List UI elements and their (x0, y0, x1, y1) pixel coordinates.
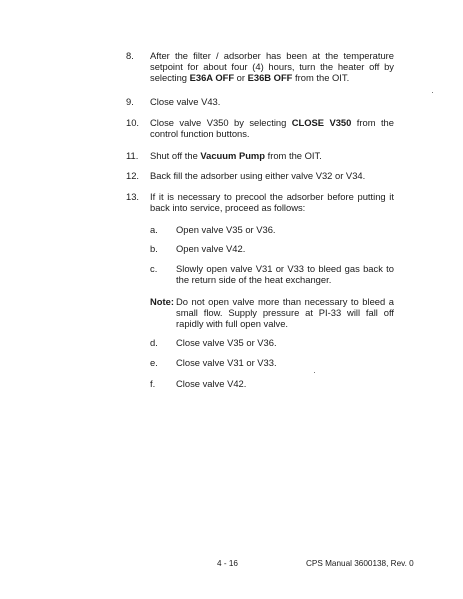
substep-letter: b. (150, 243, 158, 254)
step-number: 10. (126, 117, 140, 128)
note-label: Note: (150, 296, 174, 307)
document-id: CPS Manual 3600138, Rev. 0 (306, 559, 414, 568)
step-text: Shut off the Vacuum Pump from the OIT. (150, 150, 322, 161)
step-number: 8. (126, 50, 134, 61)
scan-speck (314, 372, 315, 373)
step-number: 13. (126, 191, 140, 202)
substep-letter: a. (150, 224, 158, 235)
substep-text: Slowly open valve V31 or V33 to bleed gas back to the return side of the heat exchanger. (176, 263, 394, 286)
note-text: Do not open valve more than necessary to bleed a small flow. Supply pressure at PI-33 will fall off rapidly with full open valve. (176, 296, 394, 330)
substep-text: Close valve V31 or V33. (176, 357, 277, 368)
substep-letter: f. (150, 378, 156, 389)
substep-letter: e. (150, 357, 158, 368)
substep-text: Open valve V35 or V36. (176, 224, 276, 235)
substep-text: Close valve V42. (176, 378, 247, 389)
step-text: Close valve V43. (150, 96, 221, 107)
step-number: 12. (126, 170, 140, 181)
substep-letter: c. (150, 263, 158, 274)
step-text: Close valve V350 by selecting CLOSE V350 from the control function buttons. (150, 117, 394, 140)
step-text: After the filter / adsorber has been at the temperature setpoint for about four (4) hours, turn the heater off by selecting E36A OFF or E36B OFF from the OIT. (150, 50, 394, 84)
scan-speck (432, 92, 433, 93)
step-text: If it is necessary to precool the adsorber before putting it back into service, proceed as follows: (150, 191, 394, 214)
substep-text: Open valve V42. (176, 243, 246, 254)
step-number: 11. (126, 150, 139, 161)
substep-letter: d. (150, 337, 158, 348)
step-number: 9. (126, 96, 134, 107)
page-number: 4 - 16 (217, 559, 238, 568)
step-text: Back fill the adsorber using either valve V32 or V34. (150, 170, 366, 181)
substep-text: Close valve V35 or V36. (176, 337, 277, 348)
